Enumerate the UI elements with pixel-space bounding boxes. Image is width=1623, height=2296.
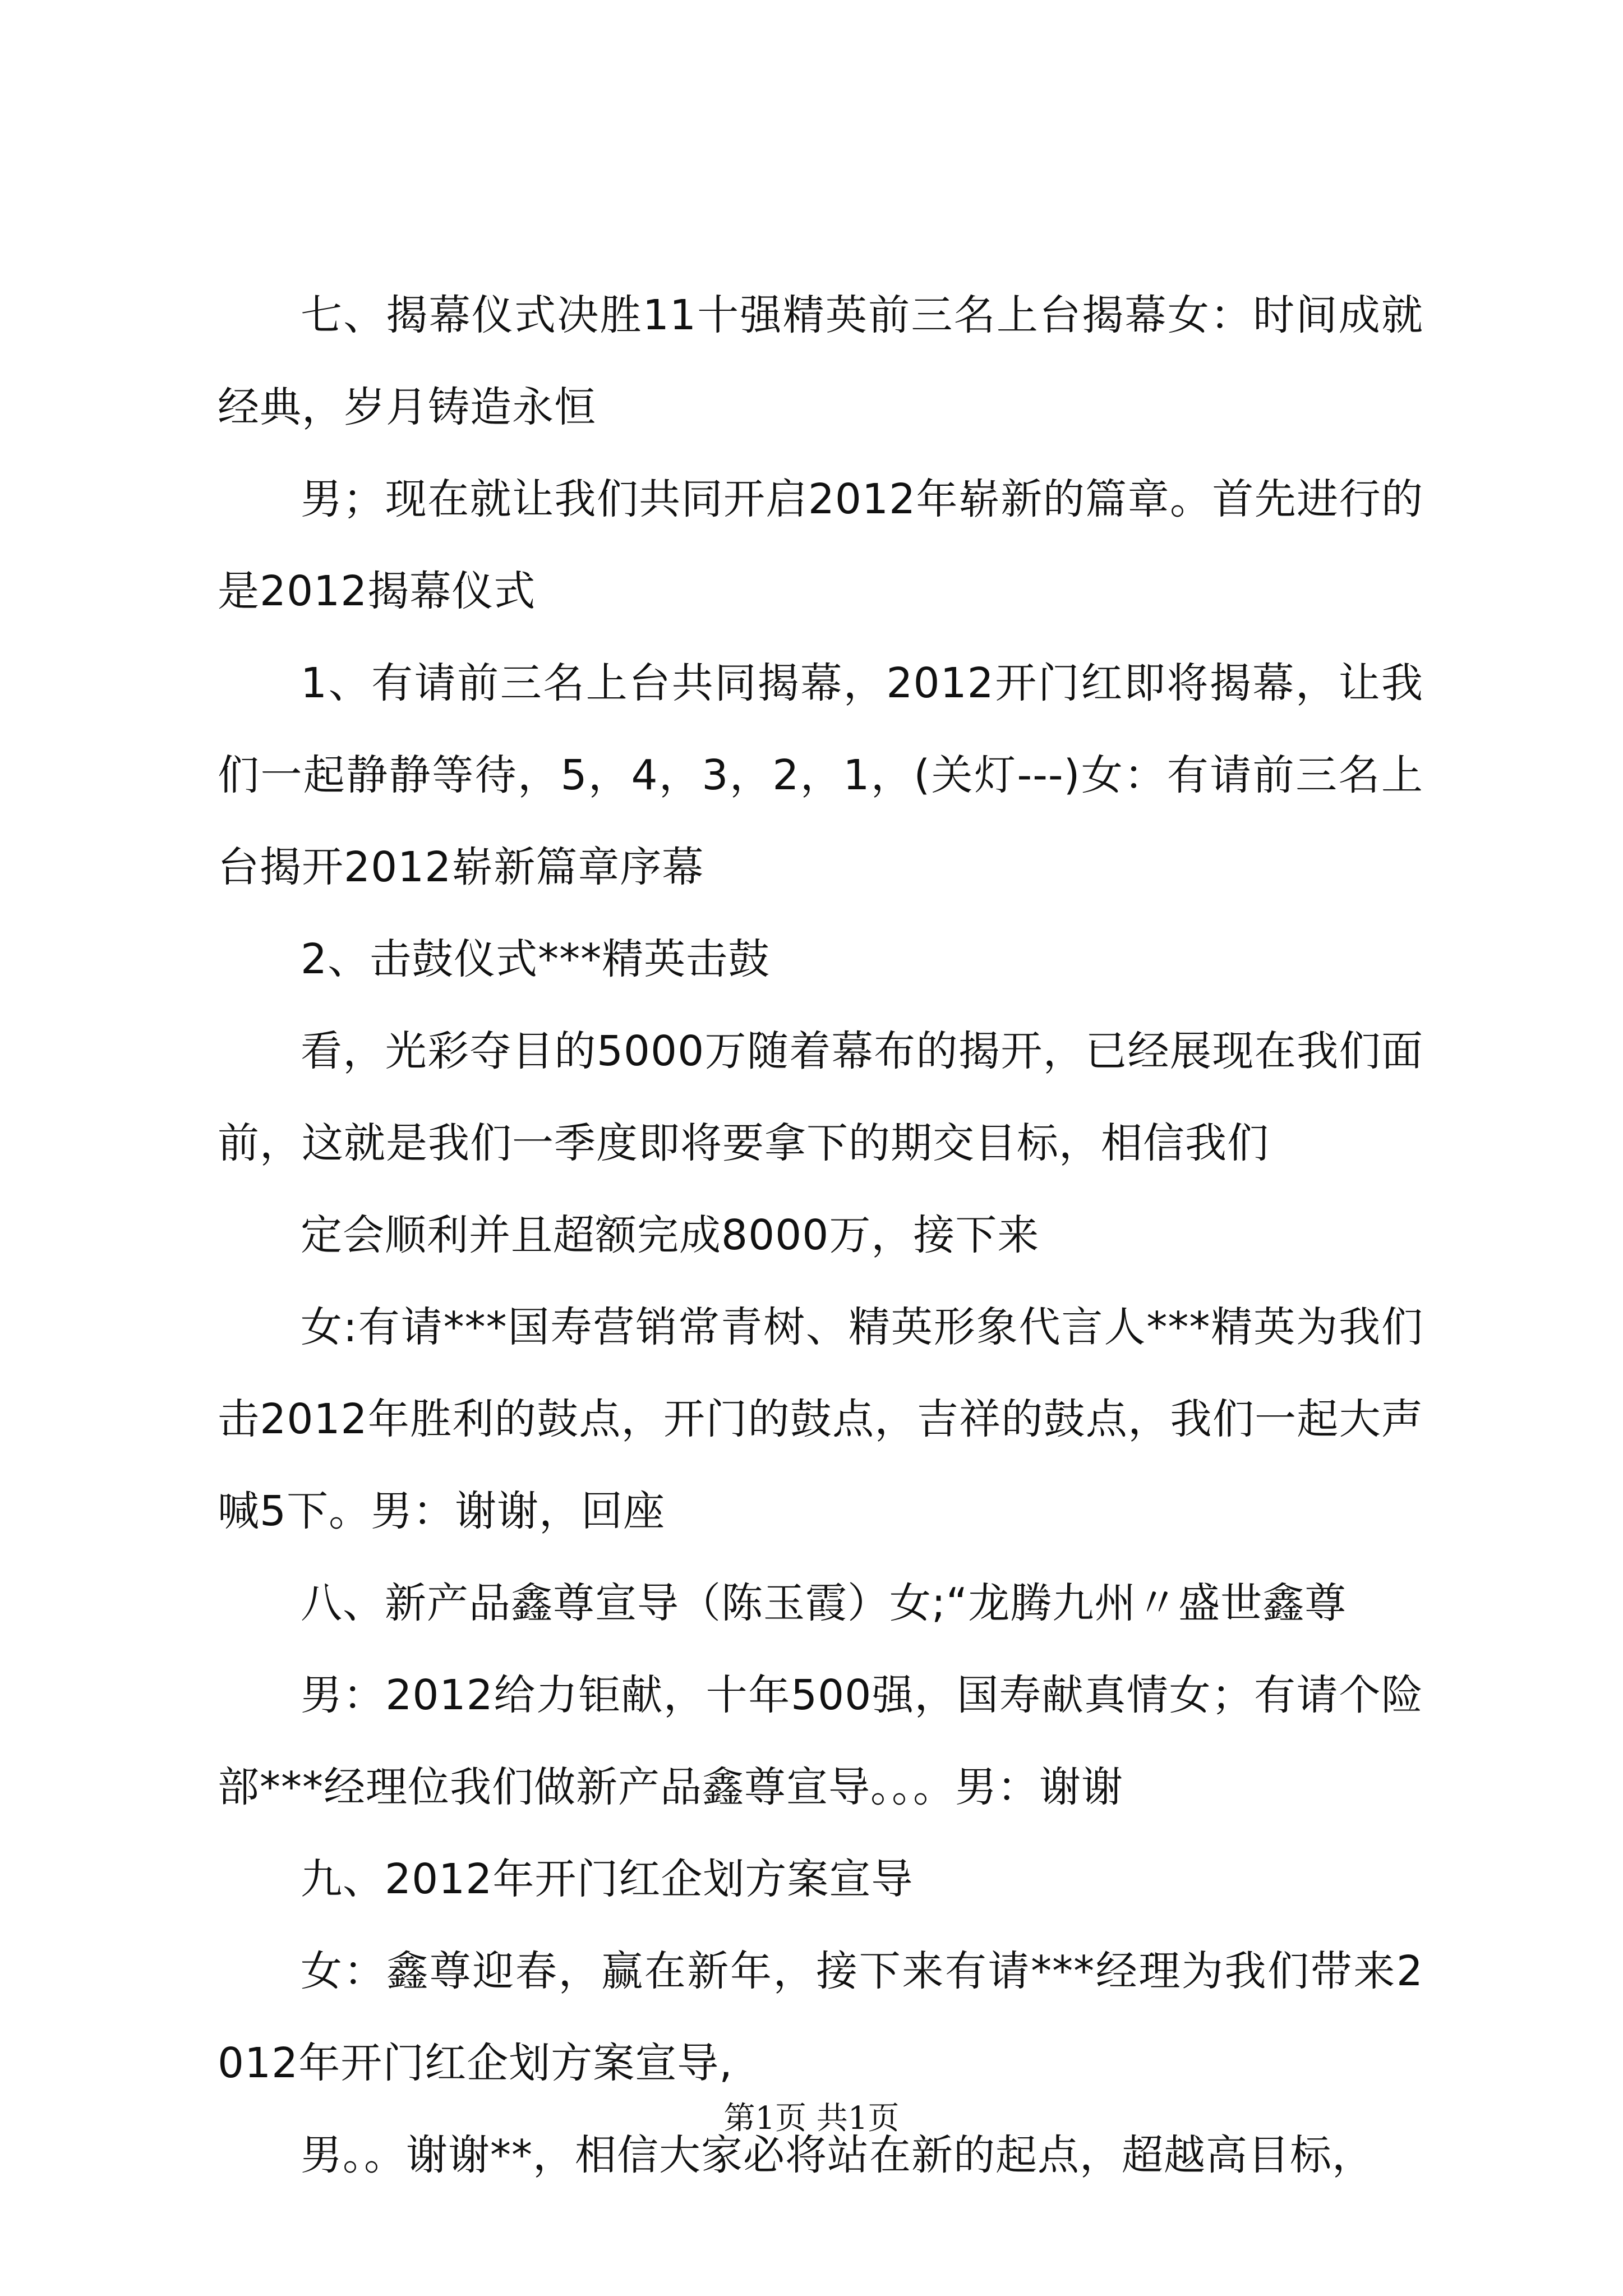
paragraph-10: 九、2012年开门红企划方案宣导: [301, 1855, 914, 1903]
document-body: [218, 269, 1423, 2201]
paragraph-1: 七、揭幕仪式决胜11十强精英前三名上台揭幕女：时间成就经典，岁月铸造永恒: [218, 291, 1423, 431]
paragraph-6: 定会顺利并且超额完成8000万，接下来: [301, 1211, 1040, 1259]
paragraph-5: 看，光彩夺目的5000万随着幕布的揭开，已经展现在我们面前，这就是我们一季度即将要拿下的期交目标，相信我们: [218, 1027, 1423, 1167]
paragraph-11: 女：鑫尊迎春，赢在新年，接下来有请***经理为我们带来2012年开门红企划方案宣导,: [218, 1947, 1423, 2087]
paragraph-4: 2、击鼓仪式***精英击鼓: [301, 935, 771, 983]
paragraph-12: 男。。谢谢**，相信大家必将站在新的起点，超越高目标，: [301, 2131, 1374, 2179]
paragraph-7: 女:有请***国寿营销常青树、精英形象代言人***精英为我们击2012年胜利的鼓点，开门的鼓点，吉祥的鼓点，我们一起大声喊5下。男：谢谢，回座: [218, 1303, 1423, 1535]
paragraph-2: 男；现在就让我们共同开启2012年崭新的篇章。首先进行的是2012揭幕仪式: [218, 475, 1423, 615]
paragraph-9: 男：2012给力钜献，十年500强，国寿献真情女；有请个险部***经理位我们做新产品鑫尊宣导。。。男：谢谢: [218, 1671, 1423, 1811]
paragraph-3: 1、有请前三名上台共同揭幕，2012开门红即将揭幕，让我们一起静静等待，5，4，3，2，1，(关灯---)女：有请前三名上台揭开2012崭新篇章序幕: [218, 659, 1423, 891]
page-footer: 第1页 共1页: [723, 2100, 900, 2137]
paragraph-8: 八、新产品鑫尊宣导（陈玉霞）女;“龙腾九州〃盛世鑫尊: [301, 1579, 1347, 1627]
